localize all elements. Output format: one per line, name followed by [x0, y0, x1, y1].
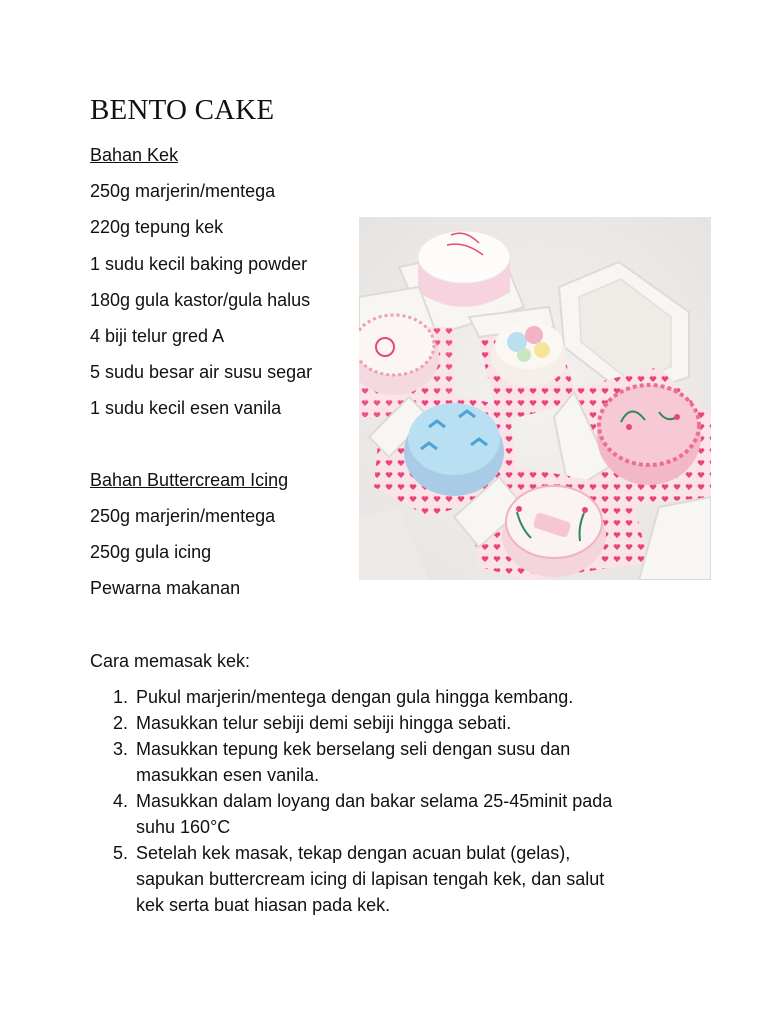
step-text: kek serta buat hiasan pada kek.	[136, 895, 391, 915]
cake-ingredient-item: 1 sudu kecil baking powder	[90, 254, 308, 274]
method-steps-list	[91, 684, 726, 918]
page-title: BENTO CAKE	[90, 94, 275, 126]
method-step	[91, 736, 726, 788]
cake-ingredients-heading: Bahan Kek	[90, 145, 179, 165]
step-number: 3.	[113, 739, 129, 759]
cake-ingredient-item: 180g gula kastor/gula halus	[90, 290, 311, 310]
step-text: sapukan buttercream icing di lapisan tengah kek, dan salut	[136, 869, 605, 889]
cake-ingredient-item: 220g tepung kek	[90, 217, 224, 237]
bento-cakes-photo	[359, 217, 711, 580]
method-step	[91, 788, 726, 840]
step-text: masukkan esen vanila.	[136, 765, 320, 785]
method-step	[91, 710, 726, 736]
step-text: Pukul marjerin/mentega dengan gula hingga kembang.	[136, 687, 574, 707]
cake-ingredient-item: 250g marjerin/mentega	[90, 181, 276, 201]
icing-ingredients-heading: Bahan Buttercream Icing	[90, 470, 289, 490]
cake-ingredient-item: 1 sudu kecil esen vanila	[90, 398, 282, 418]
step-number: 5.	[113, 843, 129, 863]
step-text: Setelah kek masak, tekap dengan acuan bulat (gelas),	[136, 843, 571, 863]
method-step	[91, 684, 726, 710]
cake-ingredient-item: 4 biji telur gred A	[90, 326, 225, 346]
icing-ingredient-item: Pewarna makanan	[90, 578, 241, 598]
cake-ingredient-item: 5 sudu besar air susu segar	[90, 362, 313, 382]
step-text: Masukkan dalam loyang dan bakar selama 25-45minit pada	[136, 791, 613, 811]
method-step	[91, 840, 726, 918]
step-number: 2.	[113, 713, 129, 733]
method-heading: Cara memasak kek:	[90, 651, 251, 671]
step-text: Masukkan telur sebiji demi sebiji hingga sebati.	[136, 713, 512, 733]
icing-ingredient-item: 250g marjerin/mentega	[90, 506, 276, 526]
step-number: 1.	[113, 687, 129, 707]
step-text: suhu 160°C	[136, 817, 231, 837]
icing-ingredient-item: 250g gula icing	[90, 542, 212, 562]
step-text: Masukkan tepung kek berselang seli dengan susu dan	[136, 739, 571, 759]
step-number: 4.	[113, 791, 129, 811]
